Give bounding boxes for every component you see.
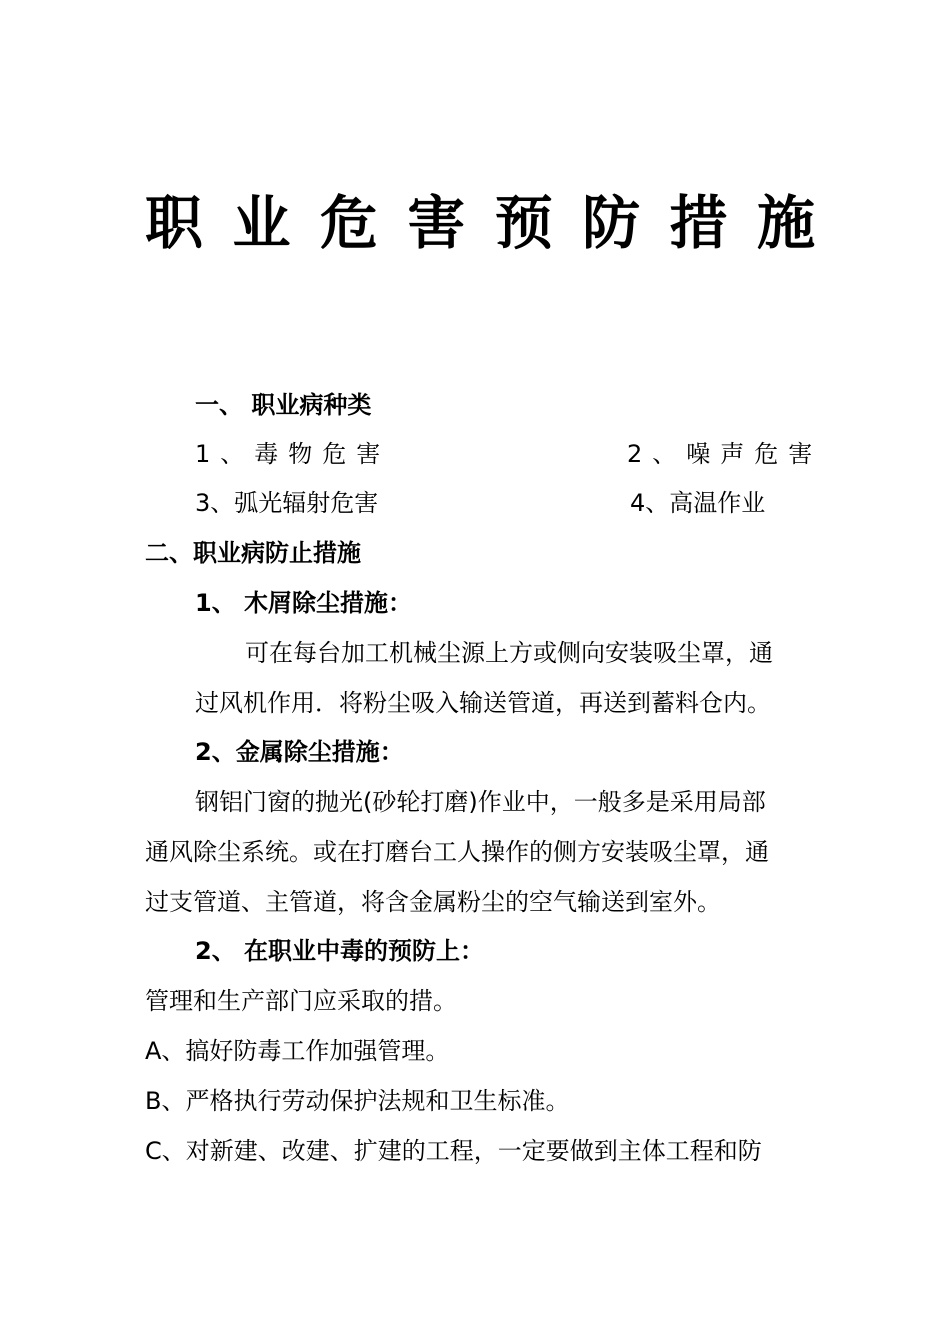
paragraph-line: 通风除尘系统。或在打磨台工人操作的侧方安装吸尘罩，通 xyxy=(145,838,769,866)
title-char: 措 xyxy=(669,189,728,257)
list-item: A、搞好防毒工作加强管理。 xyxy=(145,1037,450,1065)
list-item-high-temp: 4、高温作业 xyxy=(630,489,766,517)
list-item-arc-radiation: 3、弧光辐射危害 xyxy=(195,489,379,517)
section2-heading: 二、职业病防止措施 xyxy=(145,539,361,567)
paragraph-line: 可在每台加工机械尘源上方或侧向安装吸尘罩，通 xyxy=(245,639,773,667)
title-char: 职 xyxy=(145,189,204,257)
list-item-noise-hazard: 2、噪声危害 xyxy=(627,440,823,468)
paragraph-line: 管理和生产部门应采取的措。 xyxy=(145,987,457,1015)
list-item: B、严格执行劳动保护法规和卫生标准。 xyxy=(145,1087,570,1115)
paragraph-line: 钢铝门窗的抛光(砂轮打磨)作业中，一般多是采用局部 xyxy=(195,788,766,816)
sub1-heading: 1、 木屑除尘措施： xyxy=(195,589,413,617)
paragraph-line: 过支管道、主管道，将含金属粉尘的空气输送到室外。 xyxy=(145,888,721,916)
title-char: 施 xyxy=(756,189,815,257)
title-char: 防 xyxy=(582,189,641,257)
page-title xyxy=(145,188,815,258)
title-char: 危 xyxy=(319,189,378,257)
section1-heading: 一、 职业病种类 xyxy=(195,391,372,419)
title-char: 害 xyxy=(407,189,466,257)
list-item-toxic-hazard: 1、毒物危害 xyxy=(195,440,391,468)
list-item: C、对新建、改建、扩建的工程，一定要做到主体工程和防 xyxy=(145,1137,762,1165)
title-char: 业 xyxy=(232,189,291,257)
paragraph-line: 过风机作用．将粉尘吸入输送管道，再送到蓄料仓内。 xyxy=(195,689,771,717)
sub3-heading: 2、 在职业中毒的预防上： xyxy=(195,937,485,965)
title-char: 预 xyxy=(494,189,553,257)
sub2-heading: 2、金属除尘措施： xyxy=(195,738,404,766)
